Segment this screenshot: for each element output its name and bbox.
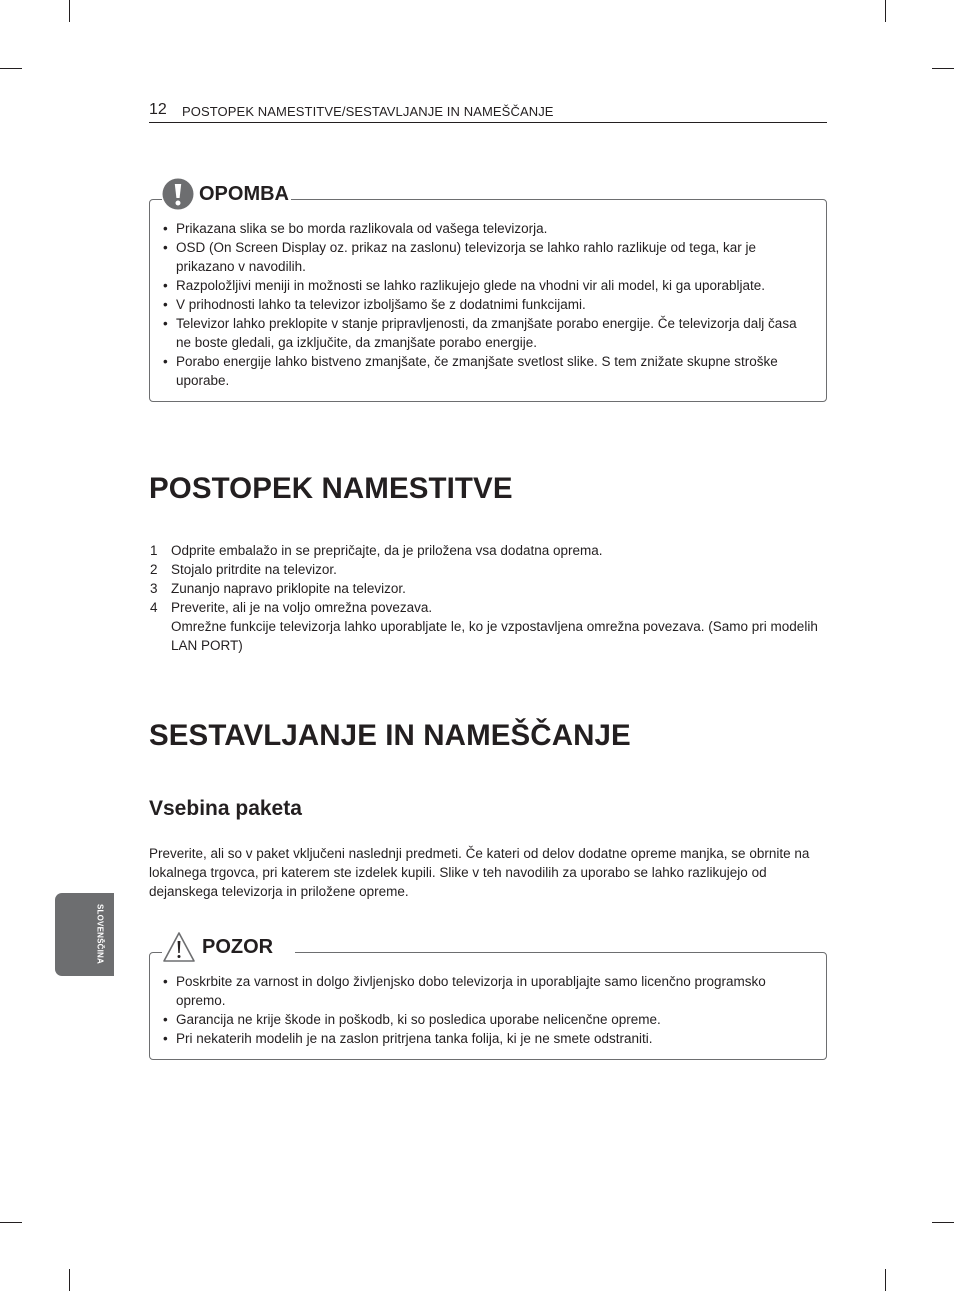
- list-item: • Televizor lahko preklopite v stanje pripravljenosti, da zmanjšate porabo energije. Če televizorja dalj časa ne boste gledali, ga izključite, da zmanjšate porabo energije.: [150, 314, 814, 352]
- list-item: • Pri nekaterih modelih je na zaslon pritrjena tanka folija, ki je ne smete odstraniti.: [150, 1029, 814, 1048]
- step-number: 4: [150, 600, 158, 615]
- crop-mark: [0, 68, 22, 69]
- exclamation-circle-icon: [162, 178, 194, 210]
- list-item: • Garancija ne krije škode in poškodb, ki so posledica uporabe nelicenčne opreme.: [150, 1010, 814, 1029]
- crop-mark: [69, 1269, 70, 1291]
- step-text: Stojalo pritrdite na televizor.: [171, 562, 337, 577]
- caution-title: POZOR: [202, 935, 274, 958]
- list-item: • Poskrbite za varnost in dolgo življenjsko dobo televizorja in uporabljajte samo licenčno programsko opremo.: [150, 972, 814, 1010]
- note-box-header: [162, 176, 291, 212]
- warning-triangle-icon: [162, 931, 196, 963]
- install-steps: [149, 541, 829, 655]
- list-item: • Razpoložljivi meniji in možnosti se lahko razlikujejo glede na vhodni vir ali model, ki ga uporabljate.: [150, 276, 814, 295]
- step-text: Zunanjo napravo priklopite na televizor.: [171, 581, 406, 596]
- page-header: [149, 100, 827, 123]
- list-item: • V prihodnosti lahko ta televizor izboljšamo še z dodatnimi funkcijami.: [150, 295, 814, 314]
- crop-mark: [885, 1269, 886, 1291]
- crop-mark: [932, 68, 954, 69]
- note-title: OPOMBA: [199, 182, 289, 205]
- caution-box-header: [162, 929, 295, 965]
- crop-mark: [885, 0, 886, 22]
- running-title: POSTOPEK NAMESTITVE/SESTAVLJANJE IN NAMEŠČANJE: [182, 104, 554, 119]
- step-detail: Omrežne funkcije televizorja lahko uporabljate le, ko je vzpostavljena omrežna povezava. (Samo pri modelih LAN PORT): [171, 619, 818, 653]
- list-item: • Prikazana slika se bo morda razlikovala od vašega televizorja.: [150, 219, 814, 238]
- crop-mark: [69, 0, 70, 22]
- note-list: [150, 219, 814, 390]
- crop-mark: [932, 1222, 954, 1223]
- install-heading: POSTOPEK NAMESTITVE: [149, 472, 513, 505]
- step-number: 3: [150, 581, 158, 596]
- step-text: Preverite, ali je na voljo omrežna povezava.: [171, 600, 433, 615]
- list-item: [149, 598, 829, 655]
- language-tab-label: SLOVENŠČINA: [95, 904, 105, 964]
- package-contents-heading: Vsebina paketa: [149, 797, 302, 820]
- caution-list: [150, 972, 814, 1048]
- note-box: [149, 182, 827, 402]
- list-item: [149, 560, 829, 579]
- list-item: • OSD (On Screen Display oz. prikaz na zaslonu) televizorja se lahko rahlo razlikuje od tega, kar je prikazano v navodilih.: [150, 238, 814, 276]
- list-item: [149, 579, 829, 598]
- assembly-heading: SESTAVLJANJE IN NAMEŠČANJE: [149, 719, 631, 752]
- package-paragraph: Preverite, ali so v paket vključeni naslednji predmeti. Če kateri od delov dodatne opreme manjka, se obrnite na lokalnega trgovca, pri katerem ste izdelek kupili. Slike v teh navodilih za uporabo se lahko razlikujejo od dejanskega televizorja in priložene opreme.: [149, 846, 810, 899]
- step-number: 2: [150, 562, 158, 577]
- page-number: 12: [149, 101, 167, 118]
- list-item: • Porabo energije lahko bistveno zmanjšate, če zmanjšate svetlost slike. S tem znižate skupne stroške uporabe.: [150, 352, 814, 390]
- caution-box: [149, 935, 827, 1060]
- language-tab: [55, 893, 114, 976]
- step-number: 1: [150, 543, 158, 558]
- list-item: [149, 541, 829, 560]
- step-text: Odprite embalažo in se prepričajte, da je priložena vsa dodatna oprema.: [171, 543, 603, 558]
- crop-mark: [0, 1222, 22, 1223]
